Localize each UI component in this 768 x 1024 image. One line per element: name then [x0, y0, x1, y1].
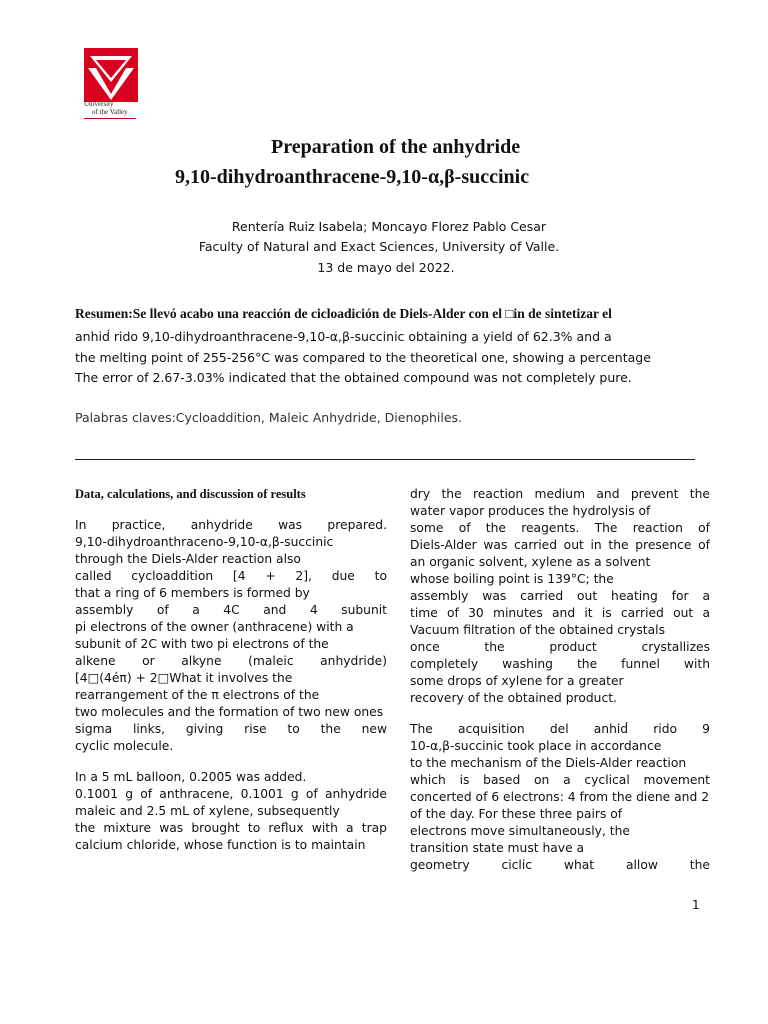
left-column: [75, 486, 387, 854]
body-text-line: rearrangement of the π electrons of the: [75, 688, 320, 702]
body-text-line: the mixture was brought to reflux with a trap: [75, 821, 387, 835]
body-text-line: two molecules and the formation of two new ones: [75, 705, 384, 719]
body-text-line: calcium chloride, whose function is to maintain: [75, 838, 366, 852]
body-text-line: dry the reaction medium and prevent the: [410, 487, 710, 501]
body-text-line: transition state must have a: [410, 841, 585, 855]
abstract-line-3: the melting point of 255-256°C was compared to the theoretical one, showing a percentage: [75, 350, 651, 365]
body-text-line: maleic and 2.5 mL of xylene, subsequently: [75, 804, 340, 818]
affiliation: Faculty of Natural and Exact Sciences, University of Valle.: [198, 239, 560, 254]
body-text-line: [4□(4éπ) + 2□What it involves the: [75, 671, 293, 685]
body-text-line: alkene or alkyne (maleic anhydride): [75, 654, 387, 668]
body-text-line: geometry ciclic what allow the: [410, 858, 710, 872]
body-text-line: In practice, anhydride was prepared.: [75, 518, 387, 532]
body-text-line: electrons move simultaneously, the: [410, 824, 630, 838]
body-text-line: through the Diels-Alder reaction also: [75, 552, 301, 566]
section-heading: Data, calculations, and discussion of results: [75, 487, 306, 501]
body-text-line: once the product crystallizes: [410, 640, 710, 654]
body-text-line: sigma links, giving rise to the new: [75, 722, 387, 736]
body-text-line: Diels-Alder was carried out in the presence of: [410, 538, 710, 552]
body-text-line: assembly was carried out heating for a: [410, 589, 710, 603]
body-text-line: whose boiling point is 139°C; the: [410, 572, 614, 586]
logo-caption-line2: of the Valley: [92, 108, 128, 116]
body-text-line: completely washing the funnel with: [410, 657, 710, 671]
publication-date: 13 de mayo del 2022.: [317, 260, 455, 275]
body-text-line: water vapor produces the hydrolysis of: [410, 504, 651, 518]
body-text-line: cyclic molecule.: [75, 739, 174, 753]
body-text-line: recovery of the obtained product.: [410, 691, 617, 705]
logo-caption-line1: University: [84, 100, 114, 108]
body-text-line: 0.1001 g of anthracene, 0.1001 g of anhydride: [75, 787, 387, 801]
paper-title-line1: Preparation of the anhydride: [271, 136, 521, 158]
body-text-line: that a ring of 6 members is formed by: [75, 586, 310, 600]
body-text-line: 9,10-dihydroanthraceno-9,10-α,β-succinic: [75, 535, 334, 549]
logo-underline: [84, 118, 136, 119]
body-text-line: called cycloaddition [4 + 2], due to: [75, 569, 387, 583]
right-column: [410, 486, 710, 874]
authors: Rentería Ruiz Isabela; Moncayo Florez Pablo Cesar: [231, 219, 547, 234]
section-divider: [75, 459, 695, 460]
keywords: Palabras claves:Cycloaddition, Maleic Anhydride, Dienophiles.: [75, 410, 462, 425]
page-number: 1: [692, 898, 700, 912]
abstract-line-4: The error of 2.67-3.03% indicated that the obtained compound was not completely pure.: [75, 370, 632, 385]
right-column-text: [410, 486, 710, 874]
paragraph-gap: [75, 503, 387, 517]
body-text-line: to the mechanism of the Diels-Alder reaction: [410, 756, 687, 770]
body-text-line: The acquisition del anhid́ rido 9: [410, 722, 710, 736]
abstract-line-2: anhid́ rido 9,10-dihydroanthracene-9,10-α,β-succinic obtaining a yield of 62.3% and a: [75, 329, 612, 344]
body-text-line: Vacuum filtration of the obtained crystals: [410, 623, 665, 637]
body-text-line: concerted of 6 electrons: 4 from the diene and 2: [410, 790, 710, 804]
body-text-line: of the day. For these three pairs of: [410, 807, 623, 821]
paper-title-line2: 9,10-dihydroanthracene-9,10-α,β-succinic: [175, 166, 530, 188]
body-text-line: some of the reagents. The reaction of: [410, 521, 710, 535]
body-text-line: In a 5 mL balloon, 0.2005 was added.: [75, 770, 307, 784]
body-text-line: pi electrons of the owner (anthracene) with a: [75, 620, 354, 634]
body-text-line: which is based on a cyclical movement: [410, 773, 710, 787]
body-text-line: time of 30 minutes and it is carried out a: [410, 606, 710, 620]
university-logo: [84, 48, 138, 102]
left-column-text: [75, 503, 387, 854]
body-text-line: 10-α,β-succinic took place in accordance: [410, 739, 662, 753]
body-text-line: subunit of 2C with two pi electrons of the: [75, 637, 329, 651]
paragraph-gap: [410, 707, 710, 721]
abstract-line-1: Resumen:Se llevó acabo una reacción de cicloadición de Diels-Alder con el □in de sintetizar el: [75, 306, 612, 321]
body-text-line: some drops of xylene for a greater: [410, 674, 624, 688]
logo-caption: [84, 100, 128, 116]
body-text-line: an organic solvent, xylene as a solvent: [410, 555, 651, 569]
body-text-line: assembly of a 4C and 4 subunit: [75, 603, 387, 617]
paragraph-gap: [75, 755, 387, 769]
